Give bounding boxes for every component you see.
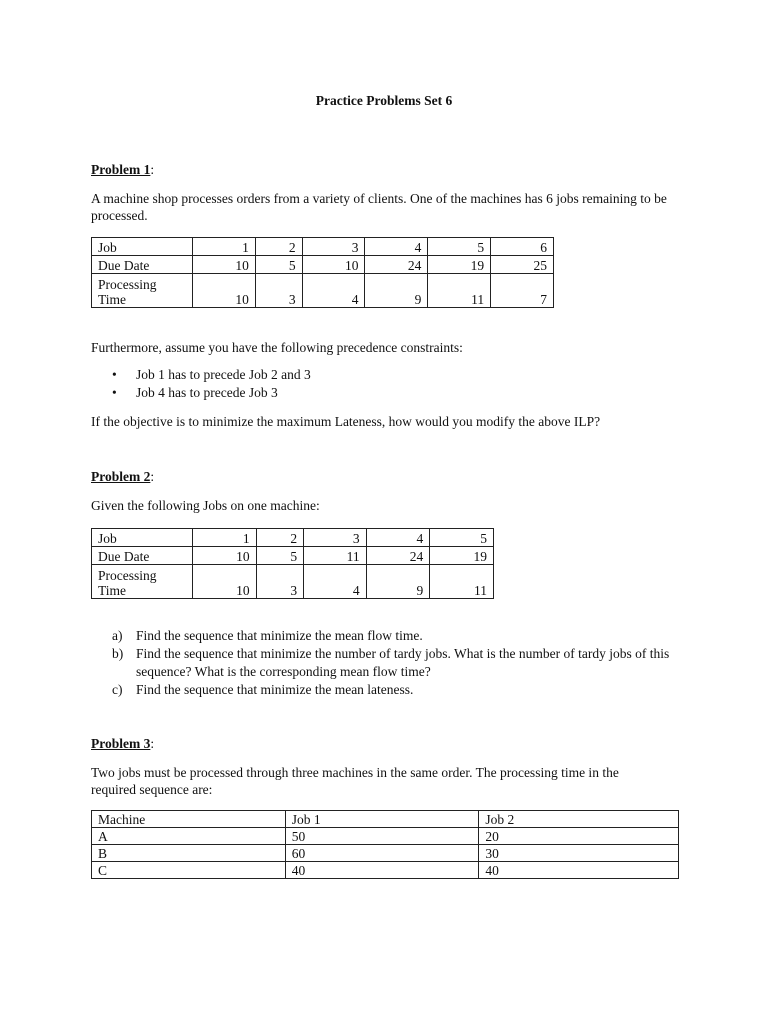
column-header: Machine xyxy=(92,811,286,828)
table-cell: 1 xyxy=(193,238,256,256)
table-cell: 30 xyxy=(479,845,679,862)
table-cell: 19 xyxy=(430,547,494,565)
column-header: Job 2 xyxy=(479,811,679,828)
row-label-line: Time xyxy=(98,292,127,307)
list-item xyxy=(110,366,311,384)
list-item-text: Find the sequence that minimize the mean flow time. xyxy=(136,628,423,643)
table-cell: 20 xyxy=(479,828,679,845)
list-item-text: Job 1 has to precede Job 2 and 3 xyxy=(136,367,311,382)
table-row xyxy=(92,274,554,308)
table-cell: 10 xyxy=(193,274,256,308)
problem-1-heading-text: Problem 1 xyxy=(91,162,151,177)
row-label: Job xyxy=(92,238,193,256)
table-cell: 10 xyxy=(193,547,257,565)
table-cell: A xyxy=(92,828,286,845)
row-label-line: Processing xyxy=(98,568,157,583)
problem-2-intro: Given the following Jobs on one machine: xyxy=(91,498,320,513)
page-title: Practice Problems Set 6 xyxy=(315,93,453,108)
table-cell: 3 xyxy=(256,565,303,599)
table-cell: 2 xyxy=(256,529,303,547)
table-cell: 11 xyxy=(428,274,491,308)
problem-1-intro: A machine shop processes orders from a variety of clients. One of the machines has 6 jobs remaining to be processed. xyxy=(91,191,667,223)
table-cell: 10 xyxy=(193,256,256,274)
table-row xyxy=(92,811,679,828)
table-cell: 9 xyxy=(366,565,430,599)
table-cell: 5 xyxy=(428,238,491,256)
list-item-text: Find the sequence that minimize the mean lateness. xyxy=(136,682,414,697)
problem-1-question: If the objective is to minimize the maximum Lateness, how would you modify the above ILP? xyxy=(91,414,601,429)
table-cell: 3 xyxy=(302,238,365,256)
table-cell: 25 xyxy=(491,256,554,274)
problem-2-heading-colon: : xyxy=(150,469,155,484)
table-cell: 19 xyxy=(428,256,491,274)
problem-3-intro: Two jobs must be processed through three machines in the same order. The processing time in the required sequence are: xyxy=(91,765,619,797)
table-row xyxy=(92,828,679,845)
table-cell: 3 xyxy=(255,274,302,308)
table-row xyxy=(92,862,679,879)
table-cell: 24 xyxy=(365,256,428,274)
list-item xyxy=(112,645,672,681)
table-row xyxy=(92,565,494,599)
problem-2-heading xyxy=(91,469,154,485)
table-cell: 1 xyxy=(193,529,257,547)
table-cell: B xyxy=(92,845,286,862)
problem-1-heading xyxy=(91,162,154,178)
table-row xyxy=(92,529,494,547)
table-cell: 60 xyxy=(285,845,479,862)
column-header: Job 1 xyxy=(285,811,479,828)
list-item-text: Job 4 has to precede Job 3 xyxy=(136,385,278,400)
list-marker: a) xyxy=(112,628,123,643)
problem-1-constraints-intro: Furthermore, assume you have the following precedence constraints: xyxy=(91,340,463,355)
table-row xyxy=(92,238,554,256)
problem-2-questions xyxy=(112,627,672,699)
table-cell: 2 xyxy=(255,238,302,256)
table-row xyxy=(92,547,494,565)
list-item xyxy=(112,681,672,699)
table-cell: 4 xyxy=(304,565,366,599)
table-cell: 11 xyxy=(430,565,494,599)
table-cell: 24 xyxy=(366,547,430,565)
bullet-icon: • xyxy=(112,367,117,382)
table-cell: 10 xyxy=(193,565,257,599)
row-label xyxy=(92,565,193,599)
table-cell: 40 xyxy=(479,862,679,879)
bullet-icon: • xyxy=(112,385,117,400)
table-row xyxy=(92,256,554,274)
problem-1-table xyxy=(91,237,554,308)
table-cell: 3 xyxy=(304,529,366,547)
problem-3-heading-text: Problem 3 xyxy=(91,736,151,751)
table-cell: 4 xyxy=(366,529,430,547)
problem-3-heading xyxy=(91,736,154,752)
problem-1-constraints-list xyxy=(110,366,311,402)
table-cell: 7 xyxy=(491,274,554,308)
table-cell: 9 xyxy=(365,274,428,308)
row-label-line: Time xyxy=(98,583,127,598)
problem-3-table xyxy=(91,810,679,879)
table-cell: 50 xyxy=(285,828,479,845)
list-marker: b) xyxy=(112,646,124,661)
table-cell: 5 xyxy=(430,529,494,547)
table-cell: 40 xyxy=(285,862,479,879)
row-label: Due Date xyxy=(92,547,193,565)
problem-3-heading-colon: : xyxy=(150,736,155,751)
list-marker: c) xyxy=(112,682,123,697)
table-row xyxy=(92,845,679,862)
table-cell: 10 xyxy=(302,256,365,274)
table-cell: 5 xyxy=(256,547,303,565)
list-item xyxy=(112,627,672,645)
list-item xyxy=(110,384,311,402)
problem-2-heading-text: Problem 2 xyxy=(91,469,151,484)
row-label xyxy=(92,274,193,308)
row-label-line: Processing xyxy=(98,277,157,292)
table-cell: 5 xyxy=(255,256,302,274)
problem-2-table xyxy=(91,528,494,599)
row-label: Due Date xyxy=(92,256,193,274)
table-cell: 4 xyxy=(302,274,365,308)
table-cell: 11 xyxy=(304,547,366,565)
table-cell: C xyxy=(92,862,286,879)
list-item-text: Find the sequence that minimize the number of tardy jobs. What is the number of tardy jobs of this sequence? What is the corresponding mean flow time? xyxy=(136,646,670,679)
problem-1-heading-colon: : xyxy=(150,162,155,177)
table-cell: 6 xyxy=(491,238,554,256)
row-label: Job xyxy=(92,529,193,547)
table-cell: 4 xyxy=(365,238,428,256)
